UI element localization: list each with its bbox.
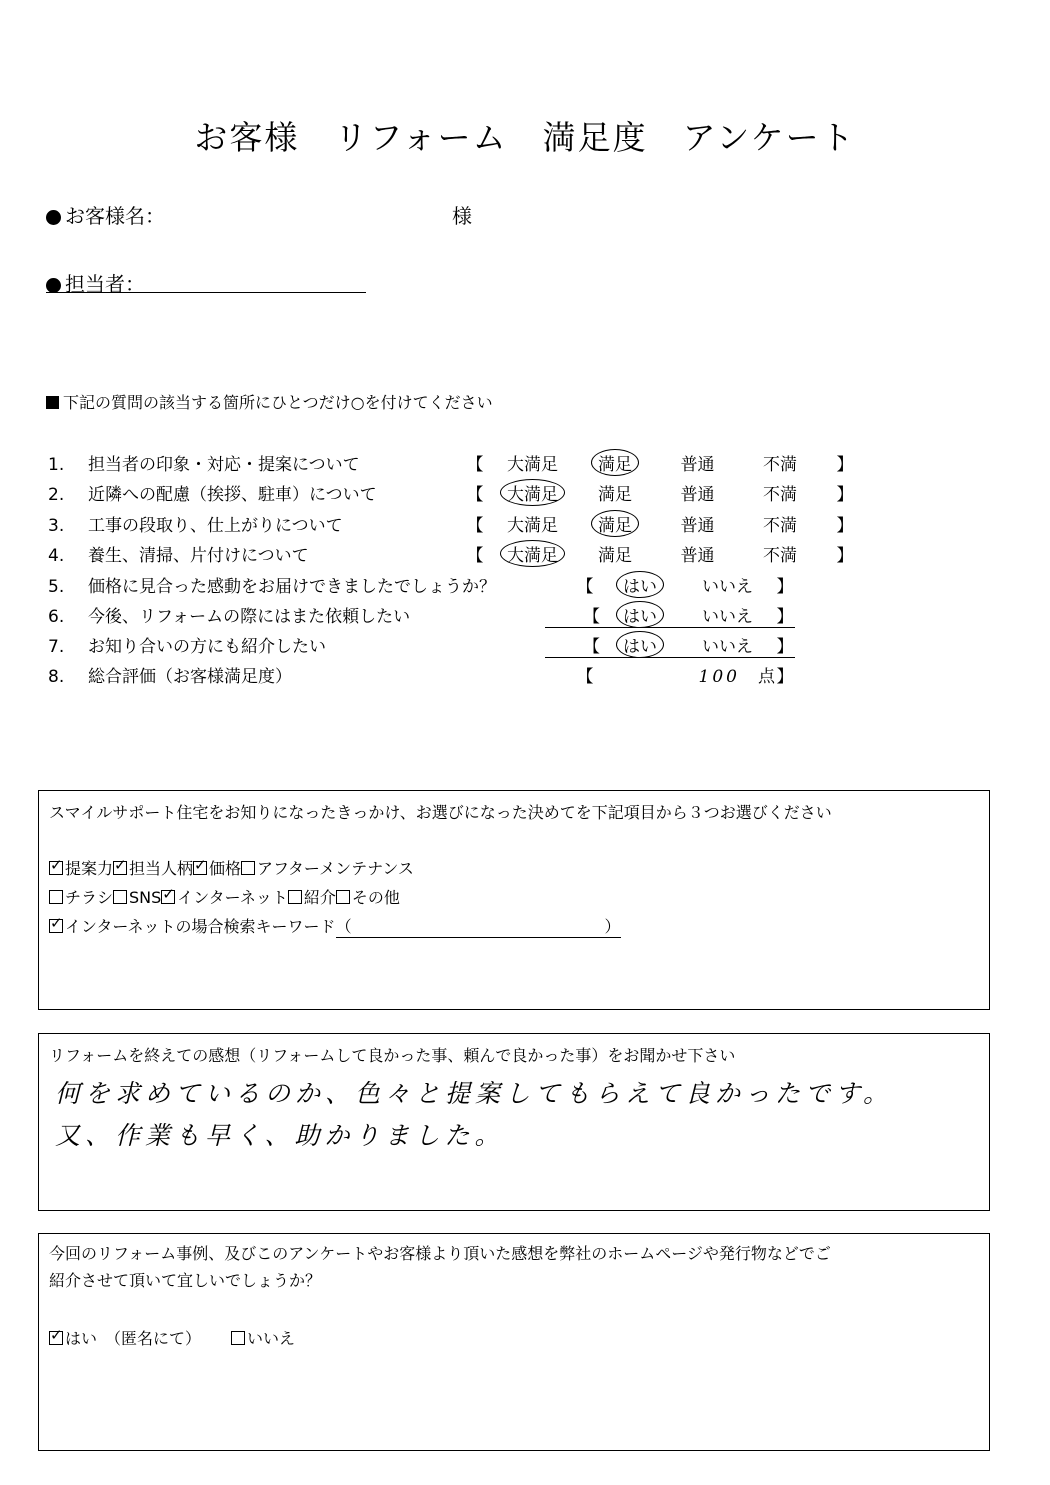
checkbox[interactable] [288,890,302,904]
option[interactable]: 不満 [763,485,797,505]
publish-options [49,1326,295,1349]
checkbox-label: SNS [129,888,162,907]
publish-line-2: 紹介させて頂いて宜しいでしょうか？ [49,1271,322,1290]
option[interactable]: 不満 [763,546,797,566]
publish-no-label: いいえ [247,1329,296,1348]
question-number: 1. [48,455,65,475]
question-4-options: 【 大満足 満足 普通 不満 】 [460,541,870,566]
question-text: お知り合いの方にも紹介したい [88,637,326,657]
keyword-label: インターネットの場合検索キーワード [65,917,336,936]
question-text: 今後、リフォームの際にはまた依頼したい [88,607,411,627]
question-3-options: 【 大満足 満足 普通 不満 】 [460,511,870,536]
question-number: 5. [48,577,65,597]
source-row-1 [49,856,414,879]
checkbox[interactable] [49,1331,63,1345]
question-1 [48,450,360,475]
instruction [46,390,493,413]
impression-line-2: 又、作業も早く、助かりました。 [55,1121,505,1150]
instruction-text: 下記の質問の該当する箇所にひとつだけ○を付けてください [63,393,493,412]
source-row-2 [49,885,400,908]
question-number: 3. [48,516,65,536]
impression-section [38,1033,990,1211]
staff-label: 担当者： [65,272,145,296]
option-selected[interactable]: はい [616,571,664,598]
impression-line-1: 何を求めているのか、色々と提案してもらえて良かったです。 [55,1079,894,1108]
option-selected[interactable]: 満足 [591,510,639,537]
keyword-row [49,914,621,938]
checkbox-label: チラシ [65,888,114,907]
staff-row [46,268,366,296]
checkbox[interactable] [113,861,127,875]
question-number: 4. [48,546,65,566]
question-6 [48,602,410,627]
keyword-field[interactable]: （ ） [336,914,621,938]
question-number: 6. [48,607,65,627]
checkbox[interactable] [193,861,207,875]
option[interactable]: 不満 [763,516,797,536]
option[interactable]: 満足 [598,546,632,566]
option[interactable]: いいえ [702,607,753,627]
checkbox[interactable] [336,890,350,904]
question-7 [48,632,326,657]
square-bullet-icon [46,396,59,409]
checkbox-label: 担当人柄 [129,859,194,878]
question-text: 価格に見合った感動をお届けできましたでしょうか？ [88,577,496,597]
question-4 [48,541,309,566]
option[interactable]: 大満足 [507,455,558,475]
checkbox[interactable] [49,890,63,904]
question-8 [48,662,292,687]
impression-heading: リフォームを終えての感想（リフォームして良かった事、頼んで良かった事）をお聞かせ下さい [49,1046,736,1065]
source-heading: スマイルサポート住宅をお知りになったきっかけ、お選びになった決めてを下記項目から３つお選びください [49,803,832,822]
checkbox-label: インターネット [177,888,288,907]
option[interactable]: いいえ [702,637,753,657]
customer-name-row [46,200,165,229]
option[interactable]: 満足 [598,485,632,505]
checkbox-label: 価格 [209,859,242,878]
option[interactable]: 普通 [680,455,715,475]
question-8-score: 【 100 点】 [570,662,795,687]
checkbox-label: 紹介 [303,888,336,907]
option[interactable]: 不満 [763,455,797,475]
customer-honorific: 様 [452,204,472,228]
publish-line-1: 今回のリフォーム事例、及びこのアンケートやお客様より頂いた感想を弊社のホームページや発行物などでご [49,1244,831,1263]
option[interactable]: 普通 [680,485,715,505]
checkbox[interactable] [161,890,175,904]
checkbox-label: アフターメンテナンス [257,859,414,878]
survey-title: お客様 リフォーム 満足度 アンケート [194,118,856,157]
score-value[interactable]: 100 [698,667,740,687]
question-2-options: 【 大満足 満足 普通 不満 】 [460,480,870,505]
option-selected[interactable]: 大満足 [500,479,565,506]
question-3 [48,511,343,536]
question-number: 7. [48,637,65,657]
question-text: 担当者の印象・対応・提案について [88,455,360,475]
question-2 [48,480,377,505]
question-5-options: 【 はい いいえ 】 [570,572,795,597]
checkbox[interactable] [49,861,63,875]
customer-name-label: お客様名： [65,204,165,228]
option[interactable]: 普通 [680,516,715,536]
checkbox[interactable] [241,861,255,875]
checkbox[interactable] [231,1331,245,1345]
option-selected[interactable]: 大満足 [500,540,565,567]
question-5 [48,572,496,597]
option[interactable]: 大満足 [507,516,558,536]
bullet-dot-icon [46,278,61,293]
option-selected[interactable]: はい [616,601,664,628]
option-selected[interactable]: 満足 [591,449,639,476]
question-text: 近隣への配慮（挨拶、駐車）について [88,485,377,505]
option[interactable]: いいえ [702,577,753,597]
option[interactable]: 普通 [680,546,715,566]
checkbox[interactable] [49,919,63,933]
question-number: 8. [48,667,65,687]
question-6-options: 【 はい いいえ 】 [545,602,795,628]
publish-section [38,1233,990,1451]
source-section [38,790,990,1010]
option-selected[interactable]: はい [616,631,664,658]
publish-yes-label: はい （匿名にて） [65,1329,202,1348]
bullet-dot-icon [46,210,61,225]
checkbox-label: その他 [351,888,400,907]
question-7-options: 【 はい いいえ 】 [545,632,795,658]
question-text: 工事の段取り、仕上がりについて [88,516,343,536]
score-unit: 点 [758,667,775,687]
checkbox-label: 提案力 [65,859,114,878]
question-number: 2. [48,485,65,505]
question-1-options: 【 大満足 満足 普通 不満 】 [460,450,870,475]
question-text: 総合評価（お客様満足度） [88,667,292,687]
question-text: 養生、清掃、片付けについて [88,546,309,566]
checkbox[interactable] [113,890,127,904]
